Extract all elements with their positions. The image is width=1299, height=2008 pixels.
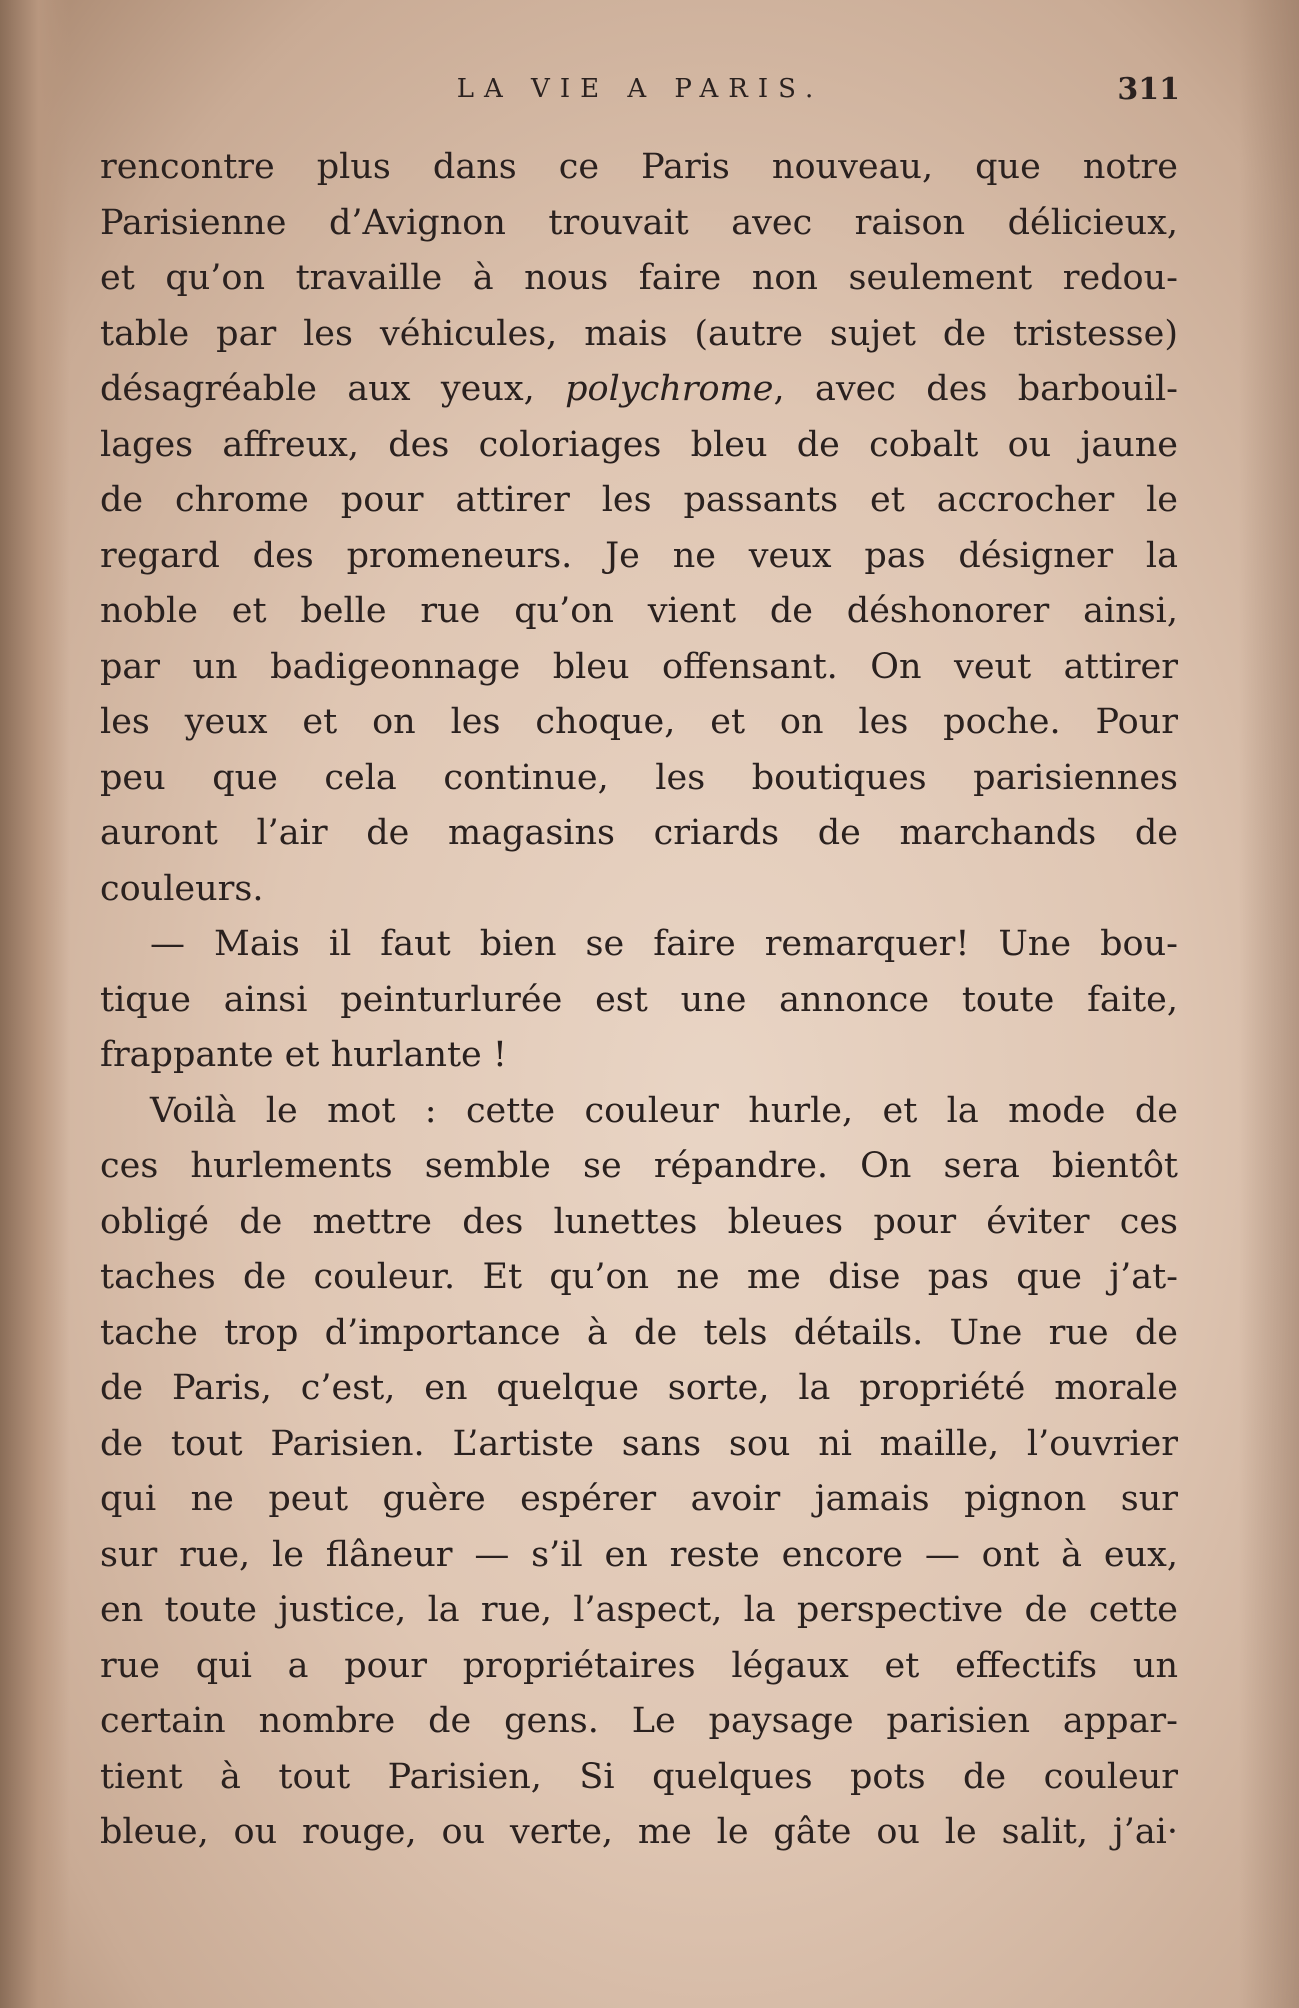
- text-line: lages affreux, des coloriages bleu de cobalt ou jaune: [100, 424, 1178, 465]
- text-line: sur rue, le flâneur — s’il en reste encore — ont à eux,: [100, 1534, 1178, 1575]
- text-line: ces hurlements semble se répandre. On sera bientôt: [100, 1146, 1178, 1186]
- text-line: couleurs.: [100, 868, 264, 909]
- page-gutter-shadow: [0, 0, 70, 2008]
- text-line: certain nombre de gens. Le paysage parisien appar-: [100, 1701, 1178, 1741]
- text-line: les yeux et on les choque, et on les poche. Pour: [100, 702, 1178, 742]
- text-line: regard des promeneurs. Je ne veux pas désigner la: [100, 535, 1178, 576]
- text-line: bleue, ou rouge, ou verte, me le gâte ou le salit, j’ai·: [100, 1812, 1178, 1852]
- text-line: en toute justice, la rue, l’aspect, la perspective de cette: [100, 1590, 1178, 1630]
- text-line: rue qui a pour propriétaires légaux et effectifs un: [100, 1645, 1178, 1686]
- text-fragment: désagréable aux yeux,: [100, 369, 566, 409]
- text-fragment: , avec des barbouil-: [773, 369, 1178, 409]
- text-line: par un badigeonnage bleu offensant. On veut attirer: [100, 646, 1178, 687]
- text-line: — Mais il faut bien se faire remarquer! Une bou-: [150, 924, 1178, 964]
- text-line: Parisienne d’Avignon trouvait avec raison délicieux,: [100, 202, 1178, 243]
- text-line: peu que cela continue, les boutiques parisiennes: [100, 757, 1178, 798]
- text-line: de tout Parisien. L’artiste sans sou ni maille, l’ouvrier: [100, 1423, 1178, 1464]
- text-line: et qu’on travaille à nous faire non seulement redou-: [100, 258, 1178, 298]
- text-line: tient à tout Parisien, Si quelques pots de couleur: [100, 1756, 1178, 1797]
- text-line: Voilà le mot : cette couleur hurle, et la mode de: [150, 1090, 1178, 1131]
- text-line: taches de couleur. Et qu’on ne me dise pas que j’at-: [100, 1257, 1178, 1297]
- text-line: auront l’air de magasins criards de marchands de: [100, 813, 1178, 853]
- text-line: de Paris, c’est, en quelque sorte, la propriété morale: [100, 1368, 1178, 1408]
- running-title: LA VIE A PARIS.: [456, 74, 824, 104]
- text-line: tache trop d’importance à de tels détails. Une rue de: [100, 1312, 1178, 1353]
- text-line: rencontre plus dans ce Paris nouveau, que notre: [100, 147, 1178, 187]
- text-line: qui ne peut guère espérer avoir jamais pignon sur: [100, 1479, 1178, 1519]
- page-header: [100, 74, 1180, 114]
- text-line: table par les véhicules, mais (autre sujet de tristesse): [100, 313, 1178, 354]
- text-line: tique ainsi peinturlurée est une annonce toute faite,: [100, 979, 1178, 1020]
- text-line: obligé de mettre des lunettes bleues pour éviter ces: [100, 1201, 1178, 1242]
- page-number: 311: [1117, 72, 1180, 107]
- italic-word: polychrome: [565, 369, 774, 409]
- page-edge-shadow: [1239, 0, 1299, 2008]
- body-text: [100, 140, 1178, 1861]
- text-line: de chrome pour attirer les passants et accrocher le: [100, 480, 1178, 520]
- text-line: frappante et hurlante !: [100, 1035, 507, 1075]
- text-line: [100, 362, 1178, 418]
- text-line: noble et belle rue qu’on vient de déshonorer ainsi,: [100, 591, 1178, 631]
